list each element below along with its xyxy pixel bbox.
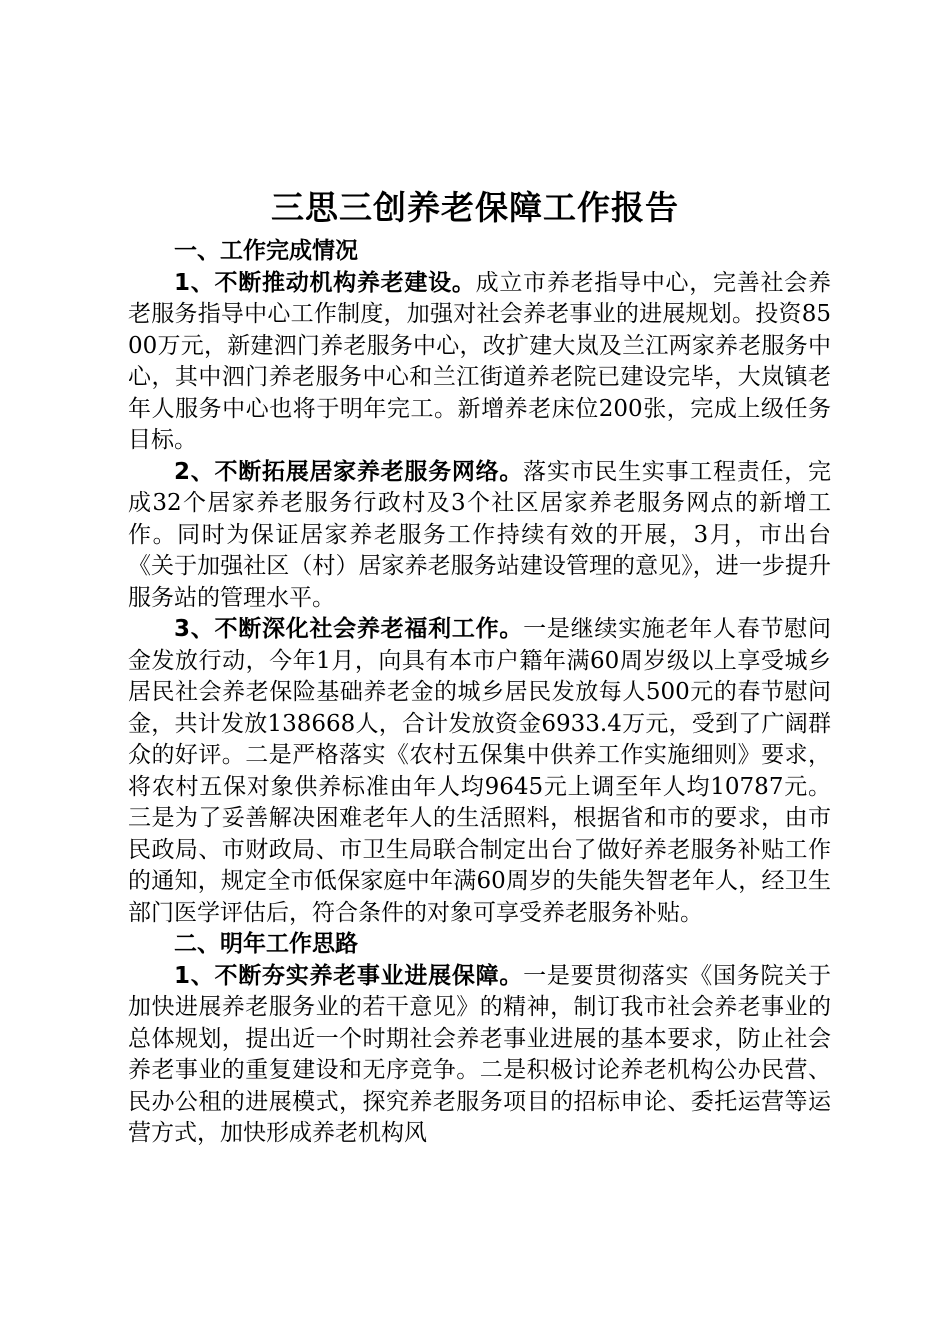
paragraph-lead: 1、不断夯实养老事业进展保障。 bbox=[174, 962, 524, 989]
paragraph-text: 成立市养老指导中心，完善社会养老服务指导中心工作制度，加强对社会养老事业的进展规划。投资8500万元，新建泗门养老服务中心，改扩建大岚及兰江两家养老服务中心，其中泗门养老服务中心和兰江街道养老院已建设完毕，大岚镇老年人服务中心也将于明年完工。新增养老床位200张，完成上级任务目标。 bbox=[128, 269, 832, 453]
paragraph-text: 一是继续实施老年人春节慰问金发放行动，今年1月，向具有本市户籍年满60周岁级以上享受城乡居民社会养老保险基础养老金的城乡居民发放每人500元的春节慰问金，共计发放138668人，合计发放资金6933.4万元，受到了广阔群众的好评。二是严格落实《农村五保集中供养工作实施细则》要求，将农村五保对象供养标准由年人均9645元上调至年人均10787元。三是为了妥善解决困难老年人的生活照料，根据省和市的要求，由市民政局、市财政局、市卫生局联合制定出台了做好养老服务补贴工作的通知，规定全市低保家庭中年满60周岁的失能失智老年人，经卫生部门医学评估后，符合条件的对象可享受养老服务补贴。 bbox=[128, 616, 831, 926]
paragraph-1-2 bbox=[128, 457, 831, 615]
paragraph-2-1 bbox=[128, 961, 831, 1150]
paragraph-lead: 1、不断推动机构养老建设。 bbox=[174, 269, 476, 296]
document-body bbox=[128, 236, 831, 1150]
paragraph-lead: 3、不断深化社会养老福利工作。 bbox=[174, 616, 524, 642]
section-heading-2: 二、明年工作思路 bbox=[174, 931, 358, 957]
paragraph-1-3 bbox=[128, 614, 831, 929]
paragraph-1-1 bbox=[128, 268, 831, 457]
paragraph-text: 一是要贯彻落实《国务院关于加快进展养老服务业的若干意见》的精神，制订我市社会养老事业的总体规划，提出近一个时期社会养老事业进展的基本要求，防止社会养老事业的重复建设和无序竞争。二是积极讨论养老机构公办民营、民办公租的进展模式，探究养老服务项目的招标申论、委托运营等运营方式，加快形成养老机构风 bbox=[128, 962, 831, 1146]
paragraph-text: 落实市民生实事工程责任，完成32个居家养老服务行政村及3个社区居家养老服务网点的新增工作。同时为保证居家养老服务工作持续有效的开展，3月，市出台《关于加强社区（村）居家养老服务站建设管理的意见》，进一步提升服务站的管理水平。 bbox=[128, 458, 831, 611]
document-title: 三思三创养老保障工作报告 bbox=[271, 188, 679, 227]
section-heading-1: 一、工作完成情况 bbox=[174, 238, 358, 264]
paragraph-lead: 2、不断拓展居家养老服务网络。 bbox=[174, 458, 524, 485]
